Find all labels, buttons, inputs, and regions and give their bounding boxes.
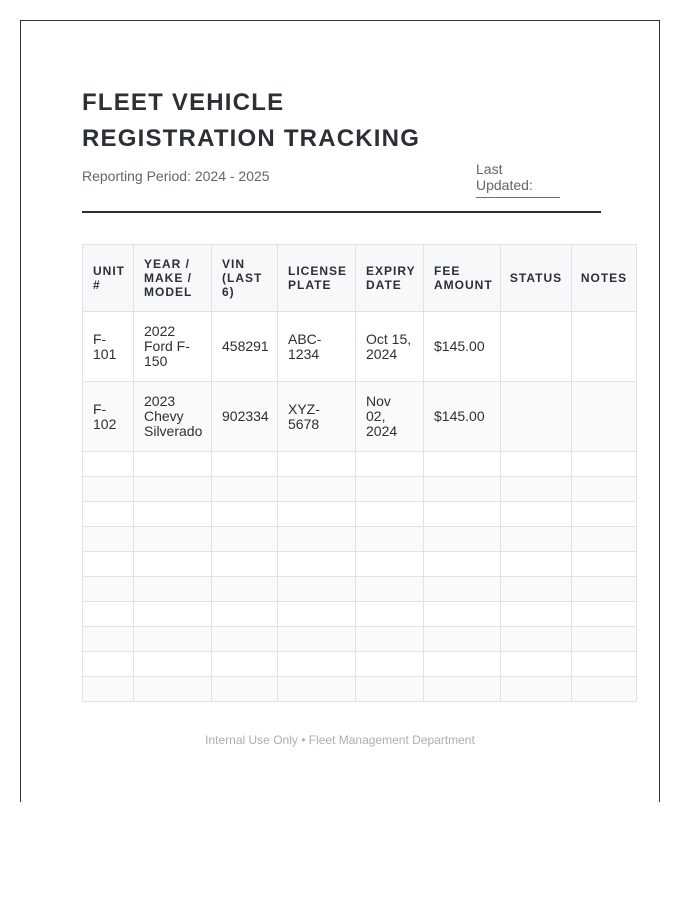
empty-table-row	[83, 502, 637, 527]
empty-cell	[83, 527, 134, 552]
empty-cell	[83, 627, 134, 652]
column-header-notes	[572, 245, 637, 312]
empty-cell	[572, 477, 637, 502]
cell-unit: F-102	[83, 382, 134, 452]
empty-cell	[572, 627, 637, 652]
empty-table-row	[83, 577, 637, 602]
empty-cell	[212, 577, 278, 602]
empty-table-row	[83, 677, 637, 702]
column-header-text: #	[93, 278, 101, 292]
empty-cell	[424, 602, 501, 627]
empty-cell	[501, 627, 572, 652]
empty-cell	[83, 602, 134, 627]
empty-cell	[278, 602, 356, 627]
column-header-text: (LAST	[222, 271, 263, 285]
empty-cell	[278, 677, 356, 702]
empty-cell	[83, 652, 134, 677]
cell-fee: $145.00	[424, 312, 501, 382]
empty-cell	[134, 652, 212, 677]
empty-cell	[278, 577, 356, 602]
empty-cell	[278, 627, 356, 652]
empty-cell	[212, 552, 278, 577]
empty-cell	[356, 577, 424, 602]
cell-status	[501, 382, 572, 452]
empty-cell	[424, 652, 501, 677]
header-divider	[82, 211, 601, 213]
empty-cell	[278, 552, 356, 577]
empty-cell	[572, 527, 637, 552]
empty-cell	[134, 577, 212, 602]
empty-cell	[501, 652, 572, 677]
empty-cell	[356, 527, 424, 552]
column-header-text: UNIT	[93, 264, 125, 278]
empty-cell	[212, 602, 278, 627]
empty-cell	[572, 652, 637, 677]
column-header-plate	[278, 245, 356, 312]
empty-table-row	[83, 527, 637, 552]
registration-table	[82, 244, 637, 702]
column-header-text: MODEL	[144, 285, 193, 299]
document-page	[20, 20, 660, 802]
empty-cell	[134, 677, 212, 702]
column-header-text: FEE	[434, 264, 461, 278]
empty-cell	[572, 577, 637, 602]
empty-cell	[278, 502, 356, 527]
title-line-2: REGISTRATION TRACKING	[82, 125, 421, 152]
empty-cell	[501, 452, 572, 477]
empty-cell	[278, 477, 356, 502]
empty-cell	[134, 627, 212, 652]
column-header-text: MAKE /	[144, 271, 192, 285]
last-updated-fill-line	[476, 197, 560, 198]
empty-cell	[501, 577, 572, 602]
empty-cell	[278, 452, 356, 477]
cell-expiry: Oct 15, 2024	[356, 312, 424, 382]
empty-cell	[134, 527, 212, 552]
empty-cell	[356, 627, 424, 652]
cell-vehicle: 2023 Chevy Silverado	[134, 382, 212, 452]
empty-cell	[356, 502, 424, 527]
column-header-fee	[424, 245, 501, 312]
cell-expiry: Nov 02, 2024	[356, 382, 424, 452]
empty-cell	[356, 552, 424, 577]
column-header-text: NOTES	[580, 271, 628, 285]
empty-cell	[134, 452, 212, 477]
cell-notes	[572, 382, 637, 452]
cell-fee: $145.00	[424, 382, 501, 452]
empty-cell	[356, 452, 424, 477]
empty-cell	[212, 452, 278, 477]
empty-cell	[424, 477, 501, 502]
empty-cell	[134, 477, 212, 502]
empty-cell	[501, 602, 572, 627]
title-line-1: FLEET VEHICLE	[82, 89, 285, 116]
empty-cell	[83, 502, 134, 527]
empty-cell	[501, 477, 572, 502]
footer-note: Internal Use Only • Fleet Management Department	[205, 733, 475, 747]
table-header-row	[83, 245, 637, 312]
empty-cell	[501, 677, 572, 702]
empty-cell	[501, 502, 572, 527]
cell-vin: 902334	[212, 382, 278, 452]
empty-cell	[356, 477, 424, 502]
table-row	[83, 312, 637, 382]
column-header-text: STATUS	[509, 271, 563, 285]
empty-cell	[83, 477, 134, 502]
column-header-text: PLATE	[288, 278, 332, 292]
empty-cell	[572, 502, 637, 527]
empty-cell	[424, 577, 501, 602]
column-header-text: YEAR /	[144, 257, 191, 271]
column-header-vin	[212, 245, 278, 312]
document-title	[82, 85, 420, 157]
table-row	[83, 382, 637, 452]
empty-cell	[572, 452, 637, 477]
empty-cell	[278, 527, 356, 552]
empty-cell	[356, 652, 424, 677]
empty-cell	[212, 477, 278, 502]
empty-cell	[83, 577, 134, 602]
empty-cell	[424, 627, 501, 652]
empty-cell	[134, 602, 212, 627]
empty-cell	[356, 677, 424, 702]
column-header-text: 6)	[222, 285, 235, 299]
empty-table-row	[83, 477, 637, 502]
empty-cell	[424, 502, 501, 527]
empty-cell	[212, 652, 278, 677]
last-updated-label: Last Updated:	[476, 161, 533, 193]
empty-cell	[212, 527, 278, 552]
empty-cell	[501, 527, 572, 552]
empty-cell	[83, 452, 134, 477]
empty-cell	[83, 677, 134, 702]
column-header-expiry	[356, 245, 424, 312]
empty-cell	[424, 552, 501, 577]
empty-table-row	[83, 602, 637, 627]
cell-plate: XYZ-5678	[278, 382, 356, 452]
cell-status	[501, 312, 572, 382]
cell-plate: ABC-1234	[278, 312, 356, 382]
empty-cell	[424, 677, 501, 702]
column-header-text: DATE	[366, 278, 402, 292]
cell-vin: 458291	[212, 312, 278, 382]
column-header-text: AMOUNT	[434, 278, 493, 292]
empty-cell	[424, 527, 501, 552]
empty-cell	[83, 552, 134, 577]
empty-cell	[212, 677, 278, 702]
empty-cell	[134, 502, 212, 527]
column-header-status	[501, 245, 572, 312]
empty-cell	[134, 552, 212, 577]
empty-cell	[356, 602, 424, 627]
cell-notes	[572, 312, 637, 382]
empty-table-row	[83, 652, 637, 677]
empty-cell	[424, 452, 501, 477]
empty-cell	[501, 552, 572, 577]
column-header-vehicle	[134, 245, 212, 312]
cell-unit: F-101	[83, 312, 134, 382]
empty-cell	[212, 627, 278, 652]
empty-table-row	[83, 552, 637, 577]
cell-vehicle: 2022 Ford F-150	[134, 312, 212, 382]
empty-cell	[572, 677, 637, 702]
column-header-text: LICENSE	[288, 264, 348, 278]
column-header-text: EXPIRY	[366, 264, 416, 278]
column-header-unit	[83, 245, 134, 312]
empty-cell	[212, 502, 278, 527]
reporting-period: Reporting Period: 2024 - 2025	[82, 168, 270, 184]
column-header-text: VIN	[222, 257, 246, 271]
empty-cell	[278, 652, 356, 677]
empty-table-row	[83, 452, 637, 477]
empty-cell	[572, 602, 637, 627]
empty-cell	[572, 552, 637, 577]
empty-table-row	[83, 627, 637, 652]
